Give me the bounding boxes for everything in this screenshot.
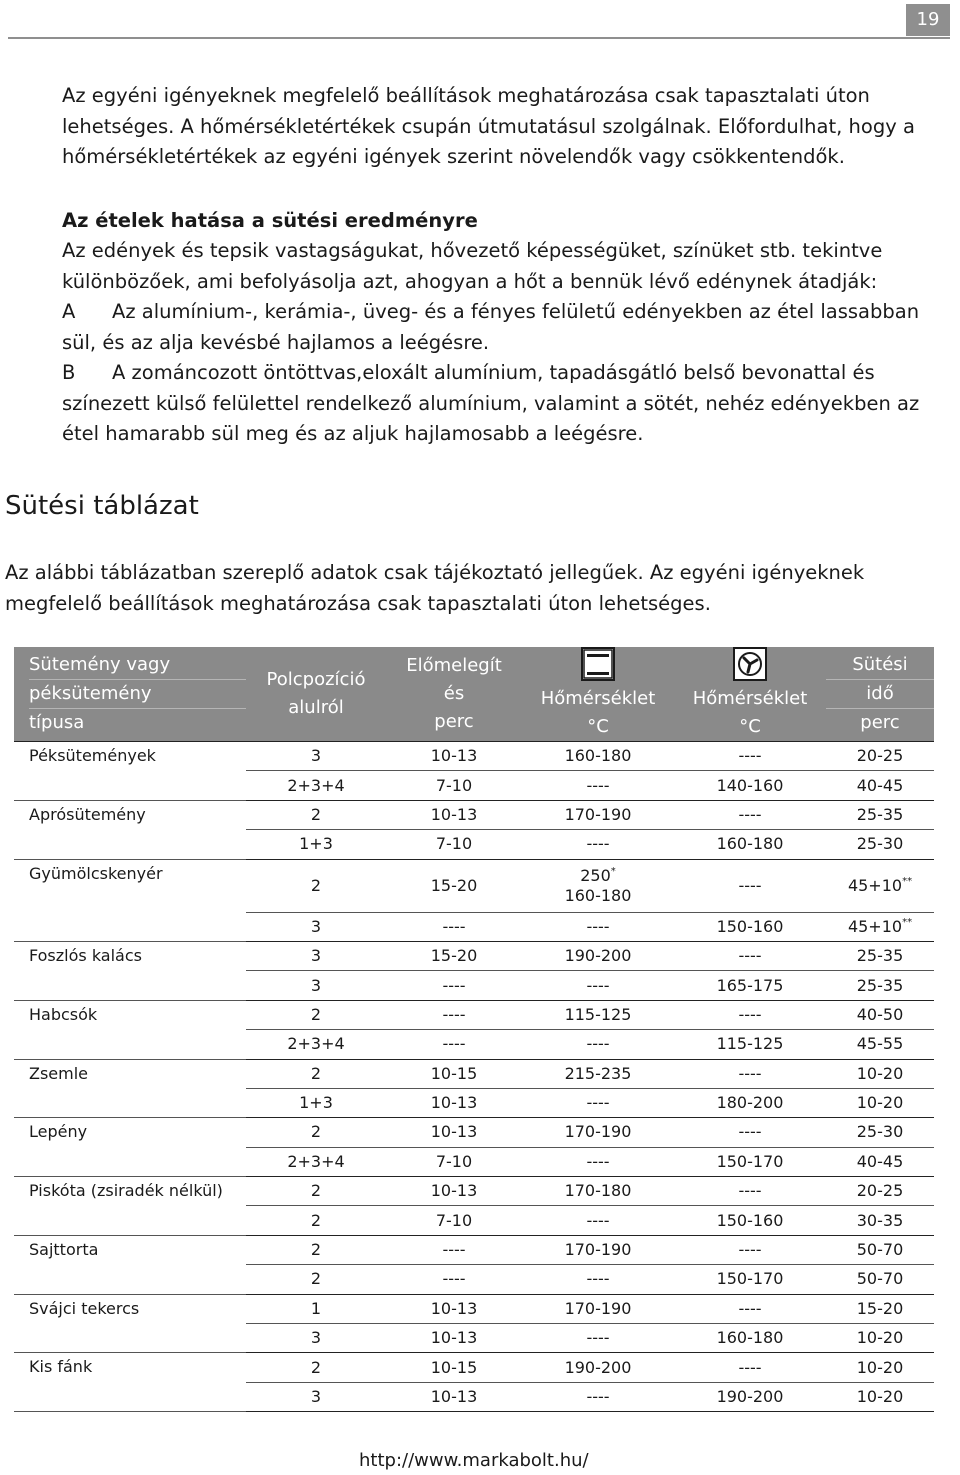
table-row [14, 1118, 934, 1147]
cell-time: 40-45 [856, 775, 904, 795]
cell-temp-conventional: ---- [586, 916, 610, 936]
cell-time: 45-55 [856, 1034, 904, 1054]
cell-time: 45+10** [847, 916, 913, 936]
item-a [62, 297, 960, 328]
effects-line: különbözőek, ami befolyásolja azt, ahogyan a hőt a bennük lévő edénynek átadják: [62, 269, 878, 293]
cell-preheat: 10-13 [386, 1294, 522, 1323]
cell-position: 2+3+4 [287, 775, 345, 795]
table-row [14, 1353, 934, 1382]
cell-time: 10-20 [826, 1382, 934, 1411]
cell-time: 25-35 [826, 800, 934, 829]
item-label: B [62, 361, 76, 384]
cell-temp-conventional: 170-190 [522, 1118, 674, 1147]
item-line: színezett külső felülettel rendelkező alumínium, valamint a sötét, nehéz edényekben az [62, 391, 920, 415]
cell-time: 50-70 [856, 1269, 904, 1289]
cell-time: 45+10** [826, 859, 934, 912]
item-label: A [62, 300, 76, 323]
cell-position: 2 [246, 1177, 386, 1206]
cell-temp-conventional: 215-235 [522, 1059, 674, 1088]
cell-temp-conventional: ---- [586, 1328, 610, 1348]
cell-temp-conventional: 170-190 [522, 800, 674, 829]
item-b [62, 358, 960, 389]
cell-preheat: 10-13 [430, 1328, 478, 1348]
cell-temp-fan: ---- [674, 1294, 826, 1323]
row-item-name: Habcsók [14, 1000, 246, 1059]
cell-position: 2+3+4 [287, 1151, 345, 1171]
cell-position: 2 [310, 1269, 322, 1289]
cell-preheat: 10-15 [386, 1059, 522, 1088]
footer-url: http://www.markabolt.hu/ [359, 1450, 589, 1471]
cell-preheat: ---- [442, 975, 466, 995]
cell-temp-conventional: 170-190 [522, 1294, 674, 1323]
cell-time: 25-30 [826, 1118, 934, 1147]
cell-preheat: 10-15 [386, 1353, 522, 1382]
intro-line: Az egyéni igényeknek megfelelő beállítások meghatározása csak tapasztalati úton [62, 84, 870, 107]
row-item-name: Zsemle [14, 1059, 246, 1118]
cell-time: 25-35 [826, 941, 934, 970]
cell-temp-fan: 180-200 [716, 1093, 784, 1113]
row-item-name: Aprósütemény [14, 800, 246, 859]
cell-temp-fan: ---- [674, 1235, 826, 1264]
cell-preheat: 10-13 [386, 800, 522, 829]
cell-temp-conventional: ---- [586, 1034, 610, 1054]
cell-position: 2 [246, 1353, 386, 1382]
cell-temp-fan: 160-180 [716, 1328, 784, 1348]
cell-temp-fan: ---- [674, 800, 826, 829]
table-header-row [14, 647, 934, 742]
cell-temp-fan: 115-125 [716, 1034, 784, 1054]
row-item-name: Sajttorta [14, 1235, 246, 1294]
cell-preheat: ---- [386, 1235, 522, 1264]
table-row [14, 941, 934, 970]
row-item-name: Lepény [14, 1118, 246, 1177]
row-item-name: Piskóta (zsiradék nélkül) [14, 1177, 246, 1236]
cell-temp-conventional: 170-180 [522, 1177, 674, 1206]
cell-temp-conventional: ---- [586, 775, 610, 795]
cell-preheat: 7-10 [435, 775, 473, 795]
cell-temp-conventional: ---- [586, 1151, 610, 1171]
cell-temp-conventional: ---- [586, 834, 610, 854]
effects-heading: Az ételek hatása a sütési eredményre [62, 209, 478, 232]
cell-position: 3 [246, 742, 386, 771]
header-type: Sütemény vagy péksütemény típusa [14, 647, 246, 742]
cell-position: 3 [246, 941, 386, 970]
cell-time: 25-30 [856, 834, 904, 854]
cell-position: 2+3+4 [287, 1034, 345, 1054]
cell-temp-fan: 190-200 [674, 1382, 826, 1411]
cell-preheat: 7-10 [435, 1210, 473, 1230]
top-divider [8, 37, 950, 39]
header-temp-fan: Hőmérséklet °C [674, 647, 826, 742]
table-row [14, 742, 934, 771]
cell-position: 2 [246, 859, 386, 912]
item-line: sül, és az alja kevésbé hajlamos a leégésre. [62, 330, 490, 354]
cell-temp-fan: ---- [674, 1177, 826, 1206]
cell-temp-fan: 150-170 [716, 1151, 784, 1171]
cell-temp-conventional: ---- [586, 1210, 610, 1230]
cell-position: 2 [310, 1210, 322, 1230]
cell-temp-fan: ---- [674, 742, 826, 771]
cell-position: 3 [310, 1328, 322, 1348]
cell-temp-fan: ---- [674, 859, 826, 912]
header-preheat: Előmelegít és perc [386, 647, 522, 742]
cell-temp-conventional: ---- [586, 975, 610, 995]
cell-time: 10-20 [856, 1093, 904, 1113]
cell-position: 2 [246, 1118, 386, 1147]
effects-paragraph [62, 236, 960, 450]
cell-time: 10-20 [856, 1328, 904, 1348]
item-line: étel hamarabb sül meg és az aljuk hajlamosabb a leégésre. [62, 422, 644, 445]
cell-temp-conventional: 190-200 [522, 941, 674, 970]
cell-temp-conventional: ---- [522, 1382, 674, 1411]
row-item-name: Svájci tekercs [14, 1294, 246, 1353]
cell-time: 50-70 [826, 1235, 934, 1264]
cell-temp-conventional: 115-125 [522, 1000, 674, 1029]
cell-temp-fan: 150-170 [716, 1269, 784, 1289]
cell-position: 2 [246, 800, 386, 829]
cell-position: 1 [246, 1294, 386, 1323]
cell-temp-fan: ---- [674, 1118, 826, 1147]
row-item-name: Péksütemények [14, 742, 246, 801]
cell-time: 40-45 [856, 1151, 904, 1171]
cell-preheat: 10-13 [386, 1118, 522, 1147]
cell-time: 20-25 [826, 742, 934, 771]
table-intro-paragraph [5, 558, 945, 619]
cell-time: 20-25 [826, 1177, 934, 1206]
cell-time: 40-50 [826, 1000, 934, 1029]
cell-preheat: 7-10 [435, 834, 473, 854]
cell-temp-conventional: 250* 160-180 [522, 859, 674, 912]
fan-heat-icon [732, 647, 768, 681]
row-item-name: Gyümölcskenyér [14, 859, 246, 941]
table-row [14, 800, 934, 829]
cell-temp-fan: 140-160 [716, 775, 784, 795]
page-number: 19 [906, 4, 950, 36]
effects-line: Az edények és tepsik vastagságukat, hővezető képességüket, színüket stb. tekintve [62, 239, 883, 262]
row-item-name: Kis fánk [14, 1353, 246, 1412]
table-intro-line: megfelelő beállítások meghatározása csak tapasztalati úton lehetséges. [5, 591, 711, 615]
intro-paragraph [62, 81, 942, 173]
table-row [14, 1235, 934, 1264]
cell-preheat: ---- [442, 1034, 466, 1054]
table-row [14, 1177, 934, 1206]
cell-position: 1+3 [299, 1093, 333, 1113]
intro-line: lehetséges. A hőmérsékletértékek csupán útmutatásul szolgálnak. Előfordulhat, hogy a [62, 114, 915, 138]
baking-table [14, 647, 934, 1412]
cell-time: 30-35 [856, 1210, 904, 1230]
cell-temp-fan: 160-180 [716, 834, 784, 854]
cell-position: 3 [310, 975, 322, 995]
cell-time: 10-20 [826, 1059, 934, 1088]
cell-temp-conventional: ---- [586, 1093, 610, 1113]
cell-temp-fan: ---- [674, 1000, 826, 1029]
cell-preheat: ---- [442, 1269, 466, 1289]
cell-temp-conventional: 190-200 [522, 1353, 674, 1382]
cell-preheat: 10-13 [386, 1177, 522, 1206]
header-position: Polcpozíció alulról [246, 647, 386, 742]
cell-temp-conventional: 170-190 [522, 1235, 674, 1264]
header-time: Sütési idő perc [826, 647, 934, 742]
conventional-heat-icon [580, 647, 616, 681]
intro-line: hőmérsékletértékek az egyéni igények szerint növelendők vagy csökkentendők. [62, 145, 845, 168]
table-body [14, 742, 934, 1412]
cell-temp-fan: ---- [674, 941, 826, 970]
table-row [14, 1059, 934, 1088]
cell-preheat: 7-10 [435, 1151, 473, 1171]
cell-temp-fan: 150-160 [716, 1210, 784, 1230]
cell-preheat: 10-13 [386, 1382, 522, 1411]
table-row [14, 1000, 934, 1029]
table-row [14, 859, 934, 912]
cell-preheat: 10-13 [430, 1093, 478, 1113]
item-line: A zománcozott öntöttvas,eloxált alumínium, tapadásgátló belső bevonattal és [112, 361, 875, 384]
cell-preheat: 15-20 [386, 941, 522, 970]
cell-time: 25-35 [856, 975, 904, 995]
cell-preheat: ---- [386, 1000, 522, 1029]
cell-position: 3 [310, 916, 322, 936]
cell-temp-fan: ---- [674, 1059, 826, 1088]
cell-temp-conventional: ---- [586, 1269, 610, 1289]
cell-temp-fan: 150-160 [716, 916, 784, 936]
cell-time: 15-20 [826, 1294, 934, 1323]
item-line: Az alumínium-, kerámia-, üveg- és a fényes felületű edényekben az étel lassabban [112, 300, 920, 323]
row-item-name: Foszlós kalács [14, 941, 246, 1000]
table-row [14, 1294, 934, 1323]
cell-time: 10-20 [826, 1353, 934, 1382]
cell-temp-conventional: 160-180 [522, 742, 674, 771]
cell-preheat: 10-13 [386, 742, 522, 771]
cell-position: 2 [246, 1000, 386, 1029]
table-intro-line: Az alábbi táblázatban szereplő adatok csak tájékoztató jellegűek. Az egyéni igényeknek [5, 561, 865, 584]
header-temp-conventional: Hőmérséklet °C [522, 647, 674, 742]
cell-temp-fan: ---- [674, 1353, 826, 1382]
section-title: Sütési táblázat [5, 491, 199, 521]
cell-preheat: ---- [442, 916, 466, 936]
cell-position: 1+3 [299, 834, 333, 854]
cell-position: 3 [246, 1382, 386, 1411]
cell-preheat: 15-20 [386, 859, 522, 912]
cell-position: 2 [246, 1059, 386, 1088]
cell-position: 2 [246, 1235, 386, 1264]
cell-temp-fan: 165-175 [716, 975, 784, 995]
